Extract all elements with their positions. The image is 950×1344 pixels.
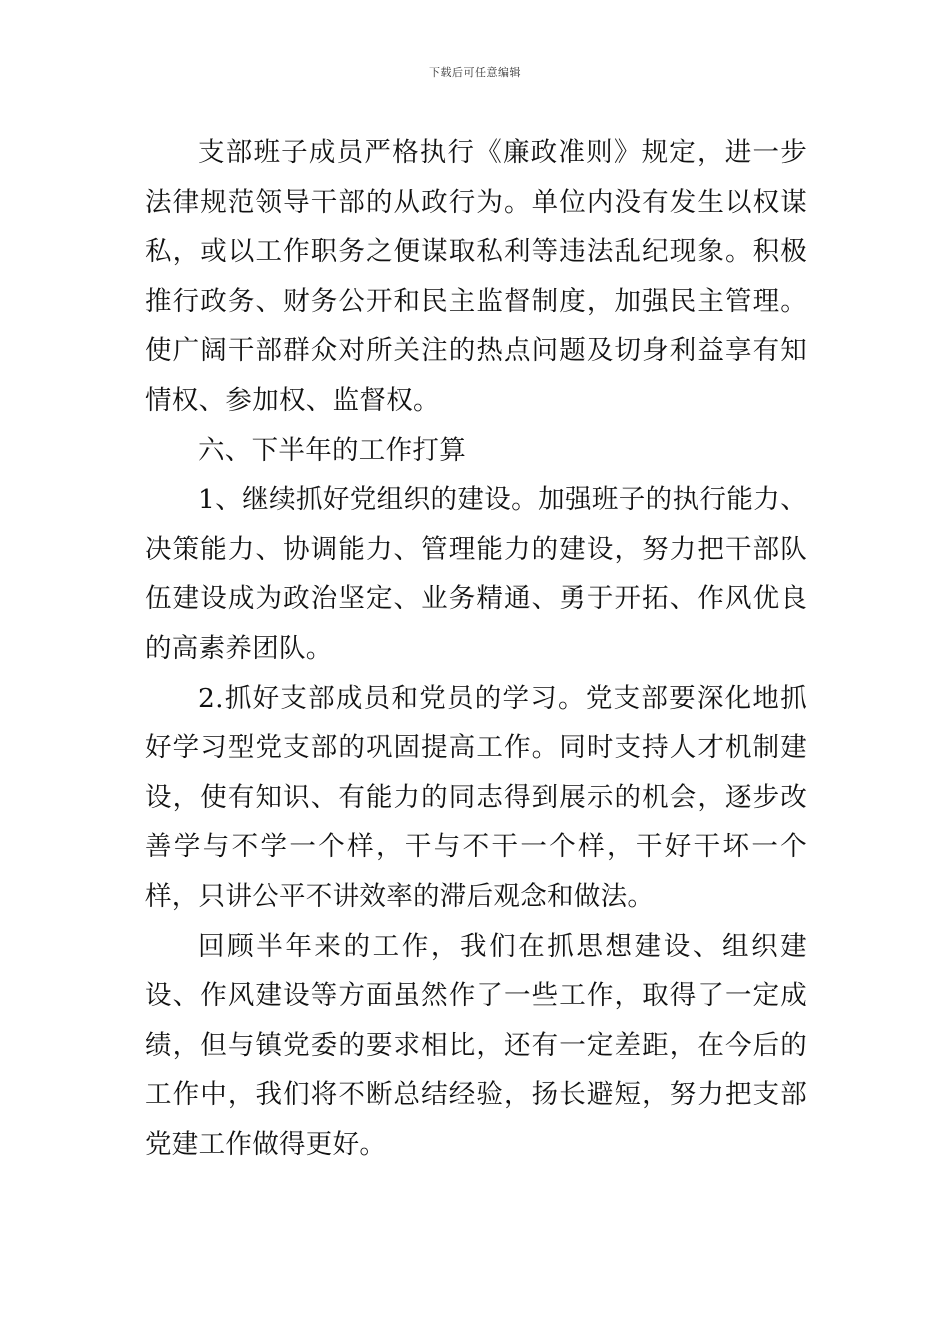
paragraph-plan-2: 2.抓好支部成员和党员的学习。党支部要深化地抓好学习型党支部的巩固提高工作。同时支持人才机制建设，使有知识、有能力的同志得到展示的机会，逐步改善学与不学一个样，干与不干一个样，干好干坏一个样，只讲公平不讲效率的滞后观念和做法。 xyxy=(145,682,807,912)
paragraph-conclusion: 回顾半年来的工作，我们在抓思想建设、组织建设、作风建设等方面虽然作了一些工作，取得了一定成绩，但与镇党委的要求相比，还有一定差距，在今后的工作中，我们将不断总结经验，扬长避短，努力把支部党建工作做得更好。 xyxy=(145,930,807,1160)
paragraph-plan-1: 1、继续抓好党组织的建设。加强班子的执行能力、决策能力、协调能力、管理能力的建设，努力把干部队伍建设成为政治坚定、业务精通、勇于开拓、作风优良的高素养团队。 xyxy=(145,484,807,664)
header-note: 下载后可任意编辑 xyxy=(429,66,521,79)
document-body xyxy=(145,128,807,1169)
paragraph-discipline: 支部班子成员严格执行《廉政准则》规定，进一步法律规范领导干部的从政行为。单位内没有发生以权谋私，或以工作职务之便谋取私利等违法乱纪现象。积极推行政务、财务公开和民主监督制度，加强民主管理。使广阔干部群众对所关注的热点问题及切身利益享有知情权、参加权、监督权。 xyxy=(145,137,807,416)
section-heading-plans: 六、下半年的工作打算 xyxy=(198,434,466,466)
